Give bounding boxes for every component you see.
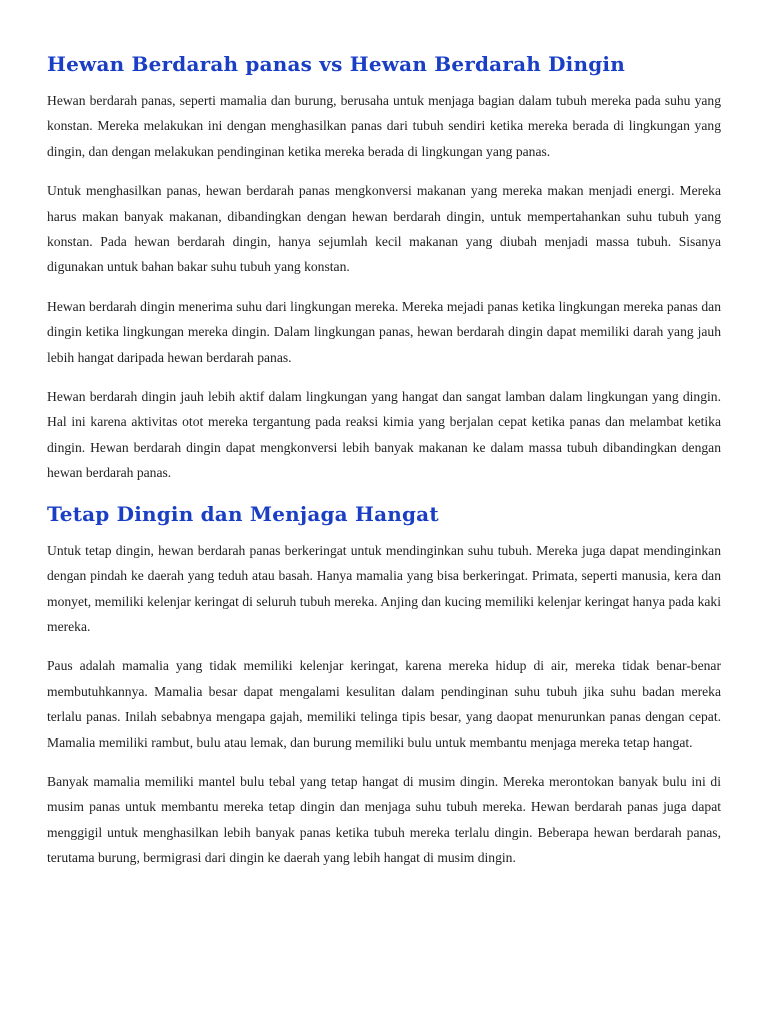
paragraph: Hewan berdarah panas, seperti mamalia dan burung, berusaha untuk menjaga bagian dalam tubuh mereka pada suhu yang konstan. Mereka melakukan ini dengan menghasilkan panas dari tubuh sendiri ketika mereka berada di lingkungan yang dingin, dan dengan melakukan pendinginan ketika mereka berada di lingkungan yang panas. <box>47 93 721 159</box>
document-page <box>47 0 721 885</box>
paragraph: Untuk tetap dingin, hewan berdarah panas berkeringat untuk mendinginkan suhu tubuh. Mereka juga dapat mendinginkan dengan pindah ke daerah yang teduh atau basah. Hanya mamalia yang bisa berkeringat. Primata, seperti manusia, kera dan monyet, memiliki kelenjar keringat di seluruh tubuh mereka. Anjing dan kucing memiliki kelenjar keringat hanya pada kaki mereka. <box>47 542 721 634</box>
paragraph: Paus adalah mamalia yang tidak memiliki kelenjar keringat, karena mereka hidup di air, mereka tidak benar-benar membutuhkannya. Mamalia besar dapat mengalami kesulitan dalam pendinginan suhu tubuh jika suhu badan mereka terlalu panas. Inilah sebabnya mengapa gajah, memiliki telinga tipis besar, yang daopat menurunkan panas dengan cepat. Mamalia memiliki rambut, bulu atau lemak, dan burung memiliki bulu untuk membantu menjaga mereka tetap hangat. <box>47 658 721 750</box>
paragraph: Untuk menghasilkan panas, hewan berdarah panas mengkonversi makanan yang mereka makan menjadi energi. Mereka harus makan banyak makanan, dibandingkan dengan hewan berdarah dingin, untuk mempertahankan suhu tubuh yang konstan. Pada hewan berdarah dingin, hanya sejumlah kecil makanan yang diubah menjadi massa tubuh. Sisanya digunakan untuk bahan bakar suhu tubuh yang konstan. <box>47 183 721 275</box>
paragraph: Banyak mamalia memiliki mantel bulu tebal yang tetap hangat di musim dingin. Mereka merontokan banyak bulu ini di musim panas untuk membantu mereka tetap dingin dan menjaga suhu tubuh mereka. Hewan berdarah panas juga dapat menggigil untuk menghasilkan lebih banyak panas ketika tubuh mereka terlalu dingin. Beberapa hewan berdarah panas, terutama burung, bermigrasi dari dingin ke daerah yang lebih hangat di musim dingin. <box>47 773 721 866</box>
section-heading-keep-cool-warm: Tetap Dingin dan Menjaga Hangat <box>47 501 439 526</box>
section-heading-warm-vs-cold: Hewan Berdarah panas vs Hewan Berdarah Dingin <box>47 52 625 76</box>
paragraph: Hewan berdarah dingin jauh lebih aktif dalam lingkungan yang hangat dan sangat lamban dalam lingkungan yang dingin. Hal ini karena aktivitas otot mereka tergantung pada reaksi kimia yang berjalan cepat ketika panas dan melambat ketika dingin. Hewan berdarah dingin dapat mengkonversi lebih banyak makanan ke dalam massa tubuh dibandingkan dengan hewan berdarah panas. <box>47 389 721 481</box>
paragraph: Hewan berdarah dingin menerima suhu dari lingkungan mereka. Mereka mejadi panas ketika lingkungan mereka panas dan dingin ketika lingkungan mereka dingin. Dalam lingkungan panas, hewan berdarah dingin dapat memiliki darah yang jauh lebih hangat daripada hewan berdarah panas. <box>47 298 721 365</box>
